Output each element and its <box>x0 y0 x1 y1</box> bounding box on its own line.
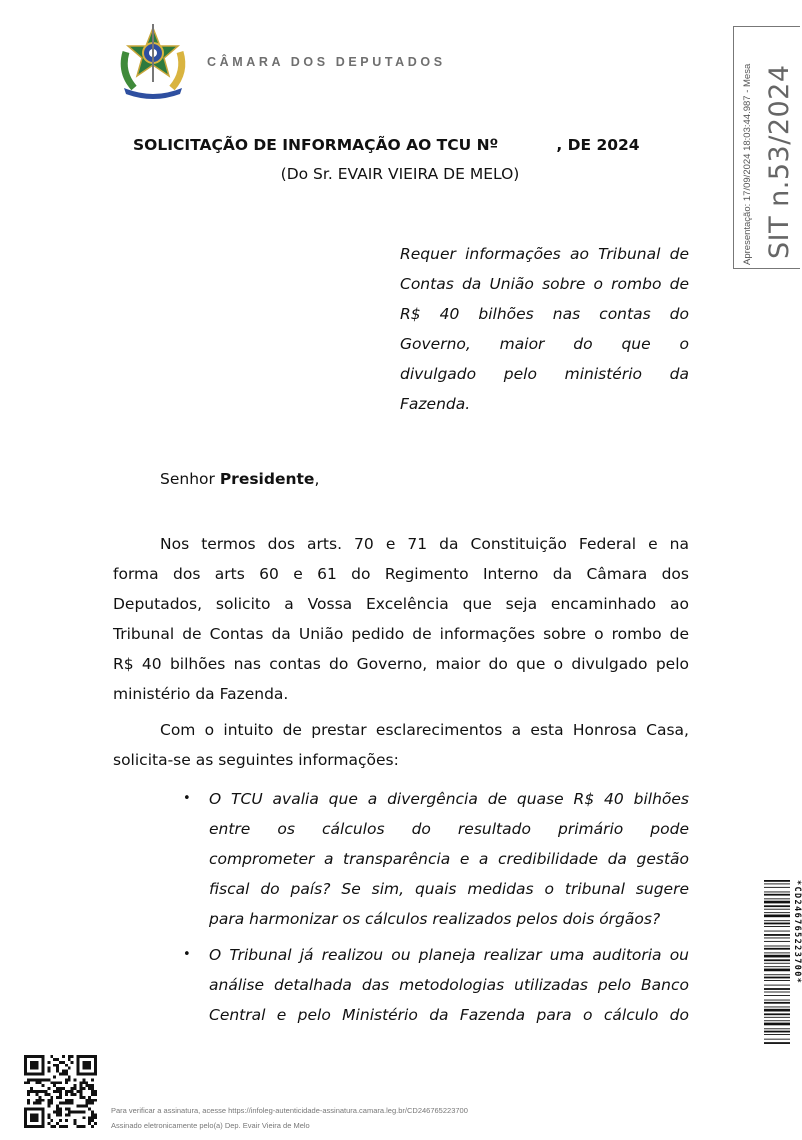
list-item-line: O TCU avalia que a divergência de quase R$ 40 bilhões <box>209 790 689 808</box>
list-item-line: comprometer a transparência e a credibilidade da gestão <box>209 850 689 868</box>
ementa-line: divulgado pelo ministério da <box>400 365 689 383</box>
presentation-date: Apresentação: 17/09/2024 18:03:44.987 - Mesa <box>742 63 753 265</box>
presentation-stamp <box>733 26 800 269</box>
list-item-line: para harmonizar os cálculos realizados pelos dois órgãos? <box>209 910 661 928</box>
request-number: SIT n.53/2024 <box>764 64 795 259</box>
paragraph-line: ministério da Fazenda. <box>113 685 289 703</box>
paragraph-line: Tribunal de Contas da União pedido de informações sobre o rombo de <box>113 625 689 643</box>
salutation-prefix: Senhor <box>160 470 220 488</box>
ementa-line: R$ 40 bilhões nas contas do <box>400 305 689 323</box>
coat-of-arms-icon <box>116 22 190 102</box>
list-item <box>183 940 689 1030</box>
list-item-line: Central e pelo Ministério da Fazenda para o cálculo do <box>209 1006 689 1024</box>
title-left: SOLICITAÇÃO DE INFORMAÇÃO AO TCU Nº <box>133 136 499 154</box>
document-title <box>133 136 640 154</box>
bullet-marker: • <box>183 791 191 806</box>
list-item <box>183 784 689 934</box>
ementa-line: Requer informações ao Tribunal de <box>400 245 689 263</box>
ementa <box>400 239 689 419</box>
ementa-line: Contas da União sobre o rombo de <box>400 275 689 293</box>
salutation-suffix: , <box>314 470 320 488</box>
paragraph-line: Deputados, solicito a Vossa Excelência que seja encaminhado ao <box>113 595 689 613</box>
bullet-marker: • <box>183 947 191 962</box>
questions-list <box>183 784 689 1036</box>
signature-note: Assinado eletronicamente pelo(a) Dep. Evair Vieira de Melo <box>111 1121 310 1130</box>
title-right: , DE 2024 <box>556 136 640 154</box>
author-line: (Do Sr. EVAIR VIEIRA DE MELO) <box>280 165 520 183</box>
paragraph-line: Nos termos dos arts. 70 e 71 da Constituição Federal e na <box>160 535 689 553</box>
list-item-line: entre os cálculos do resultado primário pode <box>209 820 689 838</box>
house-name: CÂMARA DOS DEPUTADOS <box>207 55 446 69</box>
ementa-line: Fazenda. <box>400 395 471 413</box>
salutation <box>160 470 319 488</box>
qr-code-icon[interactable] <box>24 1055 97 1128</box>
list-item-line: fiscal do país? Se sim, quais medidas o tribunal sugere <box>209 880 689 898</box>
paragraph-line: forma dos arts 60 e 61 do Regimento Interno da Câmara dos <box>113 565 689 583</box>
verification-link[interactable]: Para verificar a assinatura, acesse https://infoleg-autenticidade-assinatura.camara.leg.br/CD246765223700 <box>111 1106 468 1115</box>
paragraph-line: solicita-se as seguintes informações: <box>113 751 399 769</box>
paragraph-line: Com o intuito de prestar esclarecimentos a esta Honrosa Casa, <box>160 721 689 739</box>
barcode-number: *CD246765223700* <box>792 880 802 985</box>
barcode-icon <box>764 880 790 1045</box>
paragraph-line: R$ 40 bilhões nas contas do Governo, maior do que o divulgado pelo <box>113 655 689 673</box>
paragraph-2 <box>113 715 689 775</box>
salutation-bold: Presidente <box>219 470 315 488</box>
ementa-line: Governo, maior do que o <box>400 335 689 353</box>
paragraph-1 <box>113 529 689 709</box>
list-item-line: O Tribunal já realizou ou planeja realizar uma auditoria ou <box>209 946 689 964</box>
list-item-line: análise detalhada das metodologias utilizadas pelo Banco <box>209 976 689 994</box>
